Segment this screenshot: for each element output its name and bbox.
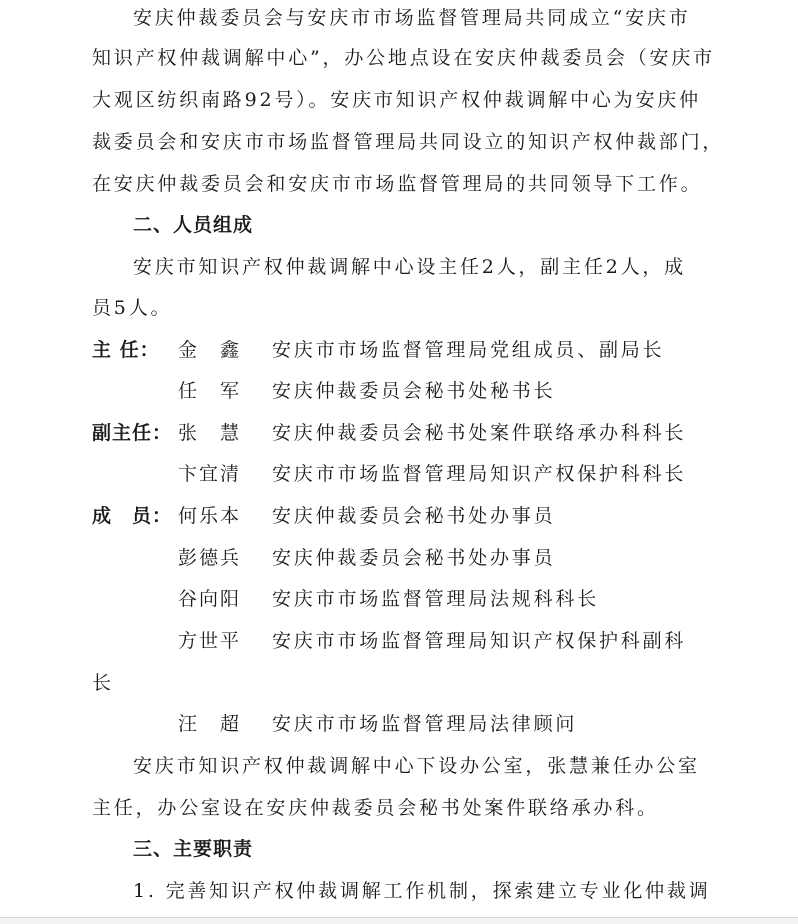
section-heading: 二、人员组成 <box>133 214 254 236</box>
section-heading: 三、主要职责 <box>133 838 254 860</box>
member-title: 安庆市市场监督管理局法规科科长 <box>272 588 600 610</box>
paragraph-line: 安庆市知识产权仲裁调解中心下设办公室，张慧兼任办公室 <box>133 755 700 777</box>
paragraph-line: 主任，办公室设在安庆仲裁委员会秘书处案件联络承办科。 <box>92 797 659 819</box>
paragraph-line: 知识产权仲裁调解中心”，办公地点设在安庆仲裁委员会（安庆市 <box>92 47 715 69</box>
member-name: 方世平 <box>178 630 242 652</box>
member-name: 谷向阳 <box>178 588 242 610</box>
paragraph-line: 1. 完善知识产权仲裁调解工作机制，探索建立专业化仲裁调 <box>133 880 711 902</box>
member-name: 任 军 <box>178 380 242 402</box>
paragraph-line: 安庆仲裁委员会与安庆市市场监督管理局共同成立“安庆市 <box>133 7 691 29</box>
member-title: 安庆仲裁委员会秘书处案件联络承办科科长 <box>272 422 687 444</box>
member-name: 何乐本 <box>178 505 242 527</box>
member-title: 安庆市市场监督管理局法律顾问 <box>272 713 578 735</box>
member-name: 彭德兵 <box>178 547 242 569</box>
paragraph-line: 大观区纺织南路92号）。安庆市知识产权仲裁调解中心为安庆仲 <box>92 89 701 111</box>
paragraph-line: 员5人。 <box>92 297 173 319</box>
member-name: 张 慧 <box>178 422 242 444</box>
paragraph-line: 安庆市知识产权仲裁调解中心设主任2人，副主任2人，成 <box>133 256 686 278</box>
member-name: 金 鑫 <box>178 339 242 361</box>
member-title: 安庆市市场监督管理局党组成员、副局长 <box>272 339 665 361</box>
member-title: 安庆仲裁委员会秘书处秘书长 <box>272 380 556 402</box>
member-name: 汪 超 <box>178 713 242 735</box>
member-title: 安庆市市场监督管理局知识产权保护科科长 <box>272 463 687 485</box>
member-title: 安庆市市场监督管理局知识产权保护科副科 <box>272 630 687 652</box>
member-role: 主 任： <box>92 339 160 361</box>
member-role: 成 员： <box>92 505 173 527</box>
paragraph-line: 在安庆仲裁委员会和安庆市市场监督管理局的共同领导下工作。 <box>92 173 703 195</box>
member-name: 卞宜清 <box>178 463 242 485</box>
member-role: 副主任： <box>92 422 173 444</box>
member-title-wrap: 长 <box>92 672 114 694</box>
member-title: 安庆仲裁委员会秘书处办事员 <box>272 505 556 527</box>
member-title: 安庆仲裁委员会秘书处办事员 <box>272 547 556 569</box>
paragraph-line: 裁委员会和安庆市市场监督管理局共同设立的知识产权仲裁部门， <box>92 131 725 153</box>
page-bottom-strip <box>0 918 798 924</box>
